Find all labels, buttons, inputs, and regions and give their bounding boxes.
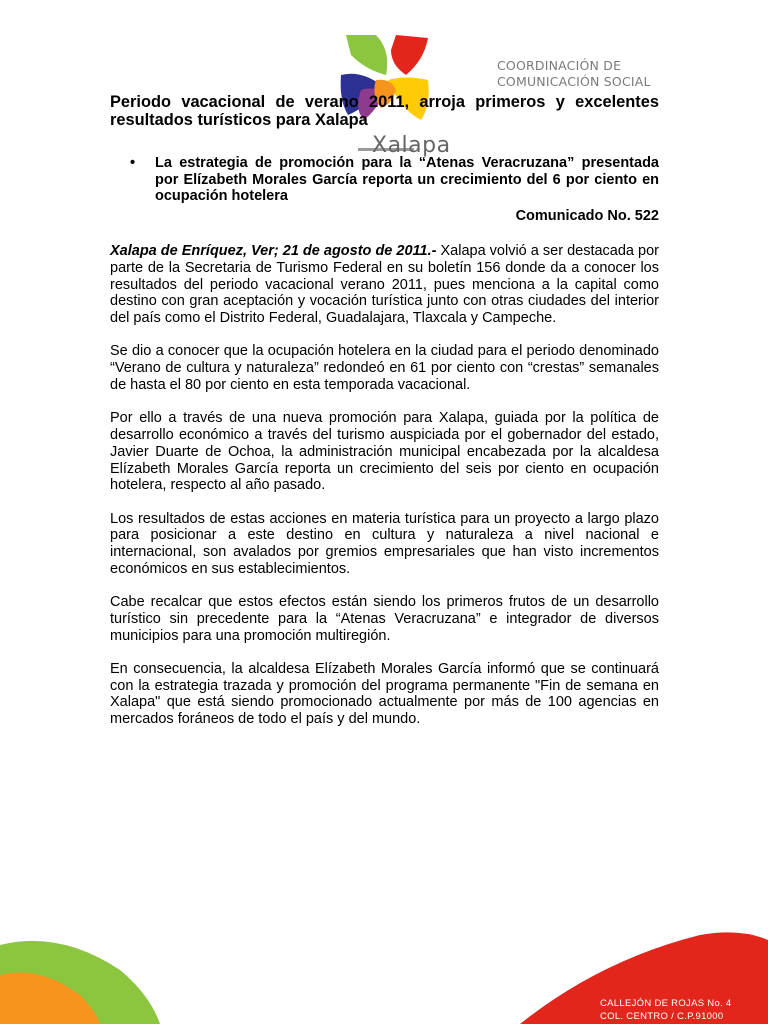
press-release-headline: Periodo vacacional de verano 2011, arroja primeros y excelentes resultados turísticos para Xalapa [110,93,659,129]
coordination-label [497,58,651,90]
dateline: Xalapa de Enríquez, Ver; 21 de agosto de 2011.- [110,243,437,259]
coordination-line-1: COORDINACIÓN DE [497,58,622,73]
footer-address [600,997,768,1023]
bullet-icon: • [130,155,136,171]
paragraph-1-text: Xalapa volvió a ser destacada por parte de la Secretaria de Turismo Federal en su boletín 156 donde da a conocer los resultados del periodo vacacional verano 2011, pues menciona a la capital como destino con gran aceptación y vocación turística junto con otras ciudades del interior del país como el Distrito Federal, Guadalajara, Tlaxcala y Campeche. [110,243,659,327]
coordination-line-2: COMUNICACIÓN SOCIAL [497,74,651,89]
address-line-2: COL. CENTRO / C.P.91000 [600,1011,724,1022]
paragraph-3: Por ello a través de una nueva promoción para Xalapa, guiada por la política de desarrollo económico a través del turismo auspiciada por el gobernador del estado, Javier Duarte de Ochoa, la administración municipal encabezada por la alcaldesa Elízabeth Morales García reporta un crecimiento del seis por ciento en ocupación hotelera, respecto al año pasado. [110,410,659,494]
paragraph-6: En consecuencia, la alcaldesa Elízabeth Morales García informó que se continuará con la estrategia trazada y promoción del programa permanente "Fin de semana en Xalapa" que está siendo promocionado actualmente por más de 100 agencias en mercados foráneos de todo el país y del mundo. [110,660,659,728]
summary-bullet [130,155,659,205]
paragraph-2: Se dio a conocer que la ocupación hotelera en la ciudad para el periodo denominado “Verano de cultura y naturaleza” redondeó en 61 por ciento con “crestas” semanales de hasta el 80 por ciento en esta temporada vacacional. [110,343,659,393]
paragraph-4: Los resultados de estas acciones en materia turística para un proyecto a largo plazo para posicionar a este destino en cultura y naturaleza a nivel nacional e internacional, son avalados por gremios empresariales que han visto incrementos económicos en sus establecimientos. [110,510,659,577]
summary-bullet-text: La estrategia de promoción para la “Atenas Veracruzana” presentada por Elízabeth Morales García reporta un crecimiento del 6 por ciento en ocupación hotelera [155,155,659,204]
brand-word: Xalapa [372,133,451,158]
article-body [110,243,659,744]
paragraph-5: Cabe recalcar que estos efectos están siendo los primeros frutos de un desarrollo turístico sin precedente para la “Atenas Veracruzana” e integrador de diversos municipios para una promoción multiregión. [110,594,659,644]
paragraph-1 [110,243,659,327]
address-line-1: CALLEJÓN DE ROJAS No. 4 [600,998,732,1009]
release-number: Comunicado No. 522 [515,208,659,224]
